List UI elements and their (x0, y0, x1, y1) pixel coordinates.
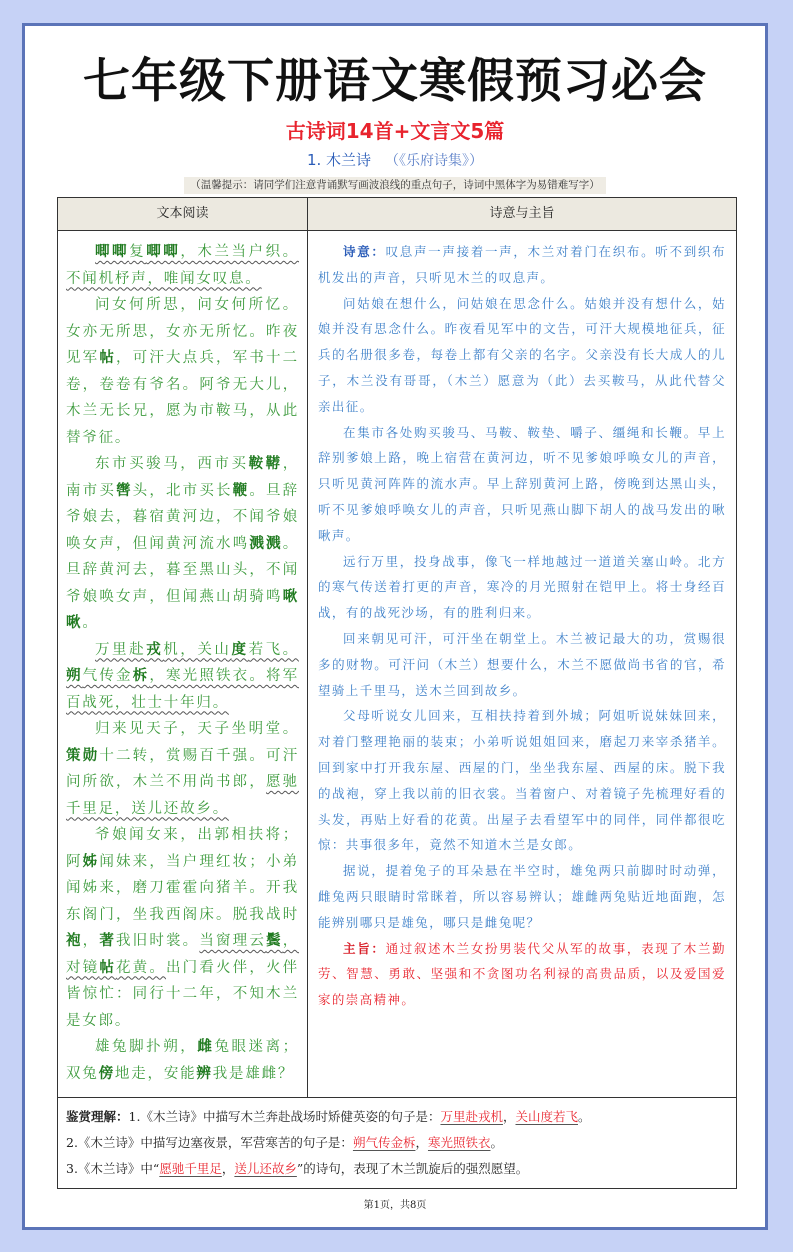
label-text: 鉴赏理解： (66, 1109, 129, 1124)
text-segment: 问女何所思，问女何所忆。女亦无所思，女亦无所忆。昨夜见军 (66, 297, 299, 366)
original-text-column (58, 231, 308, 1097)
label-text: 主旨： (343, 940, 386, 956)
text-segment: ， (502, 1109, 516, 1124)
text-segment: 朔 (66, 667, 83, 684)
answer-text: 朔气传金柝 (352, 1135, 416, 1150)
text-segment: 雄兔脚扑朔， (95, 1039, 198, 1055)
text-segment: 当窗理云 (199, 933, 267, 949)
header-meaning-theme: 诗意与主旨 (308, 198, 736, 231)
study-hint-wrapper (57, 173, 733, 194)
text-segment: 辨 (196, 1064, 213, 1082)
text-segment: 据说，提着兔子的耳朵悬在半空时，雄兔两只前脚时时动弹，雌兔两只眼睛时常眯着，所以容易辨认；雄雌两兔贴近地面跑，怎能辨别哪只是雄兔，哪只是雌兔呢？ (318, 863, 726, 930)
text-segment: ，南市买 (66, 456, 299, 499)
text-segment: 在集市各处购买骏马、马鞍、鞍垫、嚼子、缰绳和长鞭。早上辞别爹娘上路，晚上宿营在黄河边，听不见爹娘呼唤女儿的声音，只听见黄河阵阵的流水声。早上辞别黄河上路，傍晚到达黑山头，听不见爹娘呼唤女儿的声音，只听见燕山脚下胡人的战马发出的啾啾声。 (318, 424, 726, 543)
poem-title: 1. 木兰诗 (306, 151, 372, 169)
text-segment: ”的诗句，表现了木兰凯旋后的强烈愿望。 (296, 1161, 529, 1176)
page-subtitle: 古诗词14首+文言文5篇 (285, 119, 505, 143)
answer-text: 万里赴戎机 (440, 1109, 503, 1124)
text-segment: 姊 (82, 852, 100, 870)
page-title: 七年级下册语文寒假预习必会 (83, 54, 707, 109)
text-segment: ， (415, 1135, 428, 1150)
text-segment: 。旦辞爷娘去，暮宿黄河边，不闻爷娘唤女声，但闻黄河流水鸣 (66, 482, 299, 552)
text-segment: ，可汗大点兵，军书十二卷，卷卷有爷名。阿爷无大儿，木兰无长兄，愿为市鞍马，从此替爷征。 (66, 350, 299, 446)
text-segment: 头，北市买长 (132, 482, 233, 499)
text-segment: 戎 (146, 640, 164, 658)
poem-table (57, 197, 737, 1098)
text-segment: 十二转，赏赐百千强。可汗问所欲，木兰不用尚书郎， (66, 747, 299, 790)
text-segment: 袍 (66, 932, 83, 949)
translation-paragraph (318, 549, 726, 626)
text-segment: 唧唧 (95, 243, 130, 260)
text-segment: 回来朝见可汗，可汗坐在朝堂上。木兰被记最大的功，赏赐很多的财物。可汗问（木兰）想要什么，木兰不愿做尚书省的官，希望骑上千里马，送木兰回到故乡。 (318, 630, 726, 698)
poem-heading (57, 150, 733, 171)
text-segment: ，寒光照铁衣。将军百战死，壮士十年归。 (66, 668, 299, 711)
answer-text: 关山度若飞 (515, 1109, 578, 1124)
text-segment: 父母听说女儿回来，互相扶持着到外城；阿姐听说妹妹回来，对着门整理艳丽的装束；小弟听说姐姐回来，磨起刀来宰杀猪羊。回到家中打开我东屋、西屋的门，坐坐我东屋、西屋的床。脱下我的战袍，穿上我以前的旧衣裳。当着窗户、对着镜子先梳理好看的头发，再贴上好看的花黄。出屋子去看望军中的同伴，同伴都很吃惊：共事很多年，竟然不知道木兰是女郎。 (318, 708, 726, 853)
original-paragraph (66, 637, 299, 717)
theme-paragraph (318, 936, 726, 1013)
text-segment: 地走，安能 (114, 1065, 197, 1082)
text-segment: 鞭 (232, 481, 250, 499)
original-paragraph (66, 716, 299, 822)
text-segment: 。 (82, 615, 99, 631)
text-segment: ，对镜 (66, 933, 299, 976)
translation-paragraph (318, 858, 726, 935)
header-original-text: 文本阅读 (58, 198, 308, 231)
text-segment: 帖 (99, 349, 117, 366)
text-segment: 若飞。 (248, 641, 299, 658)
translation-paragraph (318, 420, 726, 549)
text-segment: 3.《木兰诗》中“ (66, 1161, 160, 1176)
text-segment: 著 (99, 932, 117, 949)
text-segment: 闻妹来，当户理红妆；小弟闻姊来，磨刀霍霍向猪羊。开我东阁门，坐我西阁床。脱我战时 (66, 853, 299, 923)
text-segment: 傍 (98, 1064, 115, 1082)
original-paragraph (66, 239, 299, 292)
text-segment: 爷娘闻女来，出郭相扶将；阿 (66, 827, 299, 870)
text-segment: 东市买骏马，西市买 (95, 456, 249, 472)
text-segment: 啾啾 (66, 587, 299, 631)
answer-text: 愿驰千里足 (159, 1161, 222, 1176)
page-number: 第1页，共8页 (363, 1200, 427, 1211)
study-hint: （温馨提示：请同学们注意背诵默写画波浪线的重点句子，诗词中黑体字为易错难写字） (184, 177, 606, 194)
original-paragraph (66, 451, 299, 637)
text-segment: 策勋 (66, 746, 100, 764)
text-segment: 我是雄雌？ (212, 1065, 295, 1082)
text-segment: ，木兰当户织。不闻机杼声，唯闻女叹息。 (66, 244, 299, 287)
text-segment: 雌 (197, 1038, 215, 1055)
text-segment: 柝 (132, 667, 150, 684)
label-text: 诗意： (343, 244, 386, 259)
text-segment: 问姑娘在想什么，问姑娘在思念什么。姑娘并没有想什么，姑娘并没有思念什么。昨夜看见军中的文告，可汗大规模地征兵，征兵的名册很多卷，每卷上都有父亲的名字。父亲没有长大成人的儿子，木兰没有哥哥，（木兰）愿意为（此）去买鞍马，从此代替父亲出征。 (318, 295, 726, 414)
translation-paragraph (318, 703, 726, 858)
text-segment: 机，关山 (163, 641, 232, 658)
text-segment: 兔眼迷离；双兔 (66, 1039, 299, 1082)
text-segment: 溅溅 (249, 534, 283, 552)
text-segment: 愿驰千里足，送儿还故乡。 (66, 774, 299, 817)
appreciation-line (66, 1104, 728, 1130)
original-paragraph (66, 292, 299, 451)
text-segment: 气传金 (82, 668, 133, 684)
appreciation-line (66, 1156, 728, 1182)
text-segment: 鞍鞯 (248, 455, 283, 472)
appreciation-box (57, 1098, 737, 1189)
poem-source: （《乐府诗集》） (385, 153, 484, 169)
translation-paragraph (318, 626, 726, 703)
text-segment: 远行万里，投身战事，像飞一样地越过一道道关塞山岭。北方的寒气传送着打更的声音，寒冷的月光照射在铠甲上。将士身经百战，有的战死沙场，有的胜利归来。 (318, 553, 726, 621)
text-segment: ， (82, 933, 100, 949)
translation-column (308, 231, 736, 1097)
text-segment: 鬓 (266, 932, 283, 949)
document-page (22, 23, 768, 1230)
text-segment: 辔 (116, 481, 133, 499)
text-segment: 。 (578, 1109, 591, 1124)
text-segment: 2.《木兰诗》中描写边塞夜景，军营寒苦的句子是： (66, 1135, 353, 1150)
text-segment: 度 (231, 640, 249, 658)
text-segment: 万里赴 (95, 641, 147, 658)
text-segment: 唧唧 (146, 243, 181, 260)
original-paragraph (66, 822, 299, 1034)
text-segment: 。旦辞黄河去，暮至黑山头，不闻爷娘唤女声，但闻燕山胡骑鸣 (66, 535, 299, 605)
text-segment: 。 (490, 1135, 503, 1150)
text-segment: 复 (129, 244, 147, 260)
text-segment: 帖 (99, 958, 117, 976)
text-segment: 1.《木兰诗》中描写木兰奔赴战场时矫健英姿的句子是： (128, 1109, 441, 1124)
original-paragraph (66, 1034, 299, 1087)
text-segment: 我旧时裳。 (116, 933, 200, 949)
text-segment: 归来见天子，天子坐明堂。 (95, 721, 299, 737)
translation-paragraph (318, 239, 726, 291)
appreciation-line (66, 1130, 728, 1156)
text-segment: 通过叙述木兰女扮男装代父从军的故事，表现了木兰勤劳、智慧、勇敢、坚强和不贪图功名利禄的高贵品质，以及爱国爱家的崇高精神。 (318, 940, 726, 1008)
translation-paragraph (318, 291, 726, 420)
text-segment: ， (221, 1161, 235, 1176)
answer-text: 送儿还故乡 (234, 1161, 297, 1176)
text-segment: 花黄。 (116, 959, 167, 976)
answer-text: 寒光照铁衣 (427, 1135, 491, 1150)
text-segment: 叹息声一声接着一声，木兰对着门在织布。听不到织布机发出的声音，只听见木兰的叹息声。 (318, 244, 726, 285)
text-segment: 出门看火伴，火伴皆惊忙：同行十二年，不知木兰是女郎。 (66, 959, 299, 1029)
